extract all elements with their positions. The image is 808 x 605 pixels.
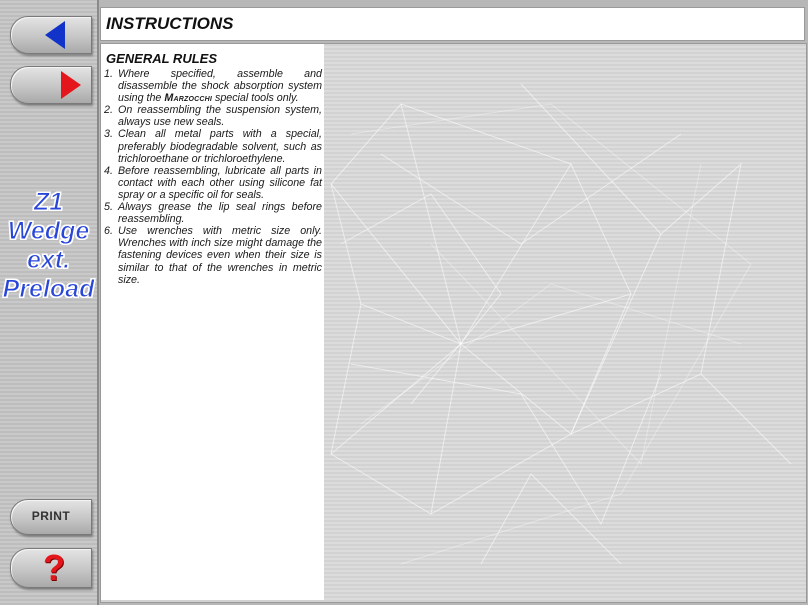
forward-button[interactable]: [10, 66, 92, 104]
product-line: Wedge: [7, 217, 90, 245]
rule-item: [104, 201, 322, 225]
product-title: [0, 188, 97, 304]
rule-item: [104, 128, 322, 164]
brand-name: Marzocchi: [164, 92, 213, 105]
right-arrow-icon: [61, 71, 81, 99]
sidebar: [0, 0, 99, 605]
rule-number: 3.: [104, 128, 113, 141]
rule-number: 5.: [104, 201, 113, 214]
rule-text: special tools only.: [212, 92, 299, 105]
product-line: Z1: [33, 188, 64, 216]
print-label: PRINT: [31, 509, 71, 523]
rule-item: [104, 225, 322, 285]
rules-list: [104, 68, 322, 286]
instructions-panel: [101, 44, 324, 600]
rule-text: Before reassembling, lubricate all parts in contact with each other using silicone fat spray or a specific oil for seals.: [118, 164, 322, 201]
rule-number: 1.: [104, 68, 113, 80]
rule-text: Where specified, assemble and disassemble the shock absorption system using the: [118, 68, 322, 105]
page-title: INSTRUCTIONS: [106, 14, 234, 33]
product-line: ext.: [26, 246, 71, 274]
left-arrow-icon: [45, 21, 65, 49]
product-line: Preload: [2, 275, 95, 303]
back-button[interactable]: [10, 16, 92, 54]
rule-text: Clean all metal parts with a special, preferably biodegradable solvent, such as trichloroethane or trichloroethylene.: [118, 128, 322, 165]
question-mark-icon: ?: [43, 547, 65, 588]
rule-text: On reassembling the suspension system, always use new seals.: [118, 104, 322, 129]
rule-number: 4.: [104, 164, 113, 177]
rule-number: 2.: [104, 104, 113, 117]
rule-item: [104, 104, 322, 128]
rule-item: [104, 165, 322, 201]
rule-text: Use wrenches with metric size only. Wrenches with inch size might damage the fastening devices even when their size is similar to that of the wrenches in metric size.: [118, 225, 322, 286]
section-title: GENERAL RULES: [106, 51, 217, 66]
print-button[interactable]: [10, 499, 92, 535]
rule-item: [104, 68, 322, 104]
rule-text: Always grease the lip seal rings before reassembling.: [118, 201, 322, 226]
help-button[interactable]: [10, 548, 92, 588]
rule-number: 6.: [104, 225, 113, 238]
header-bar: [100, 7, 805, 41]
